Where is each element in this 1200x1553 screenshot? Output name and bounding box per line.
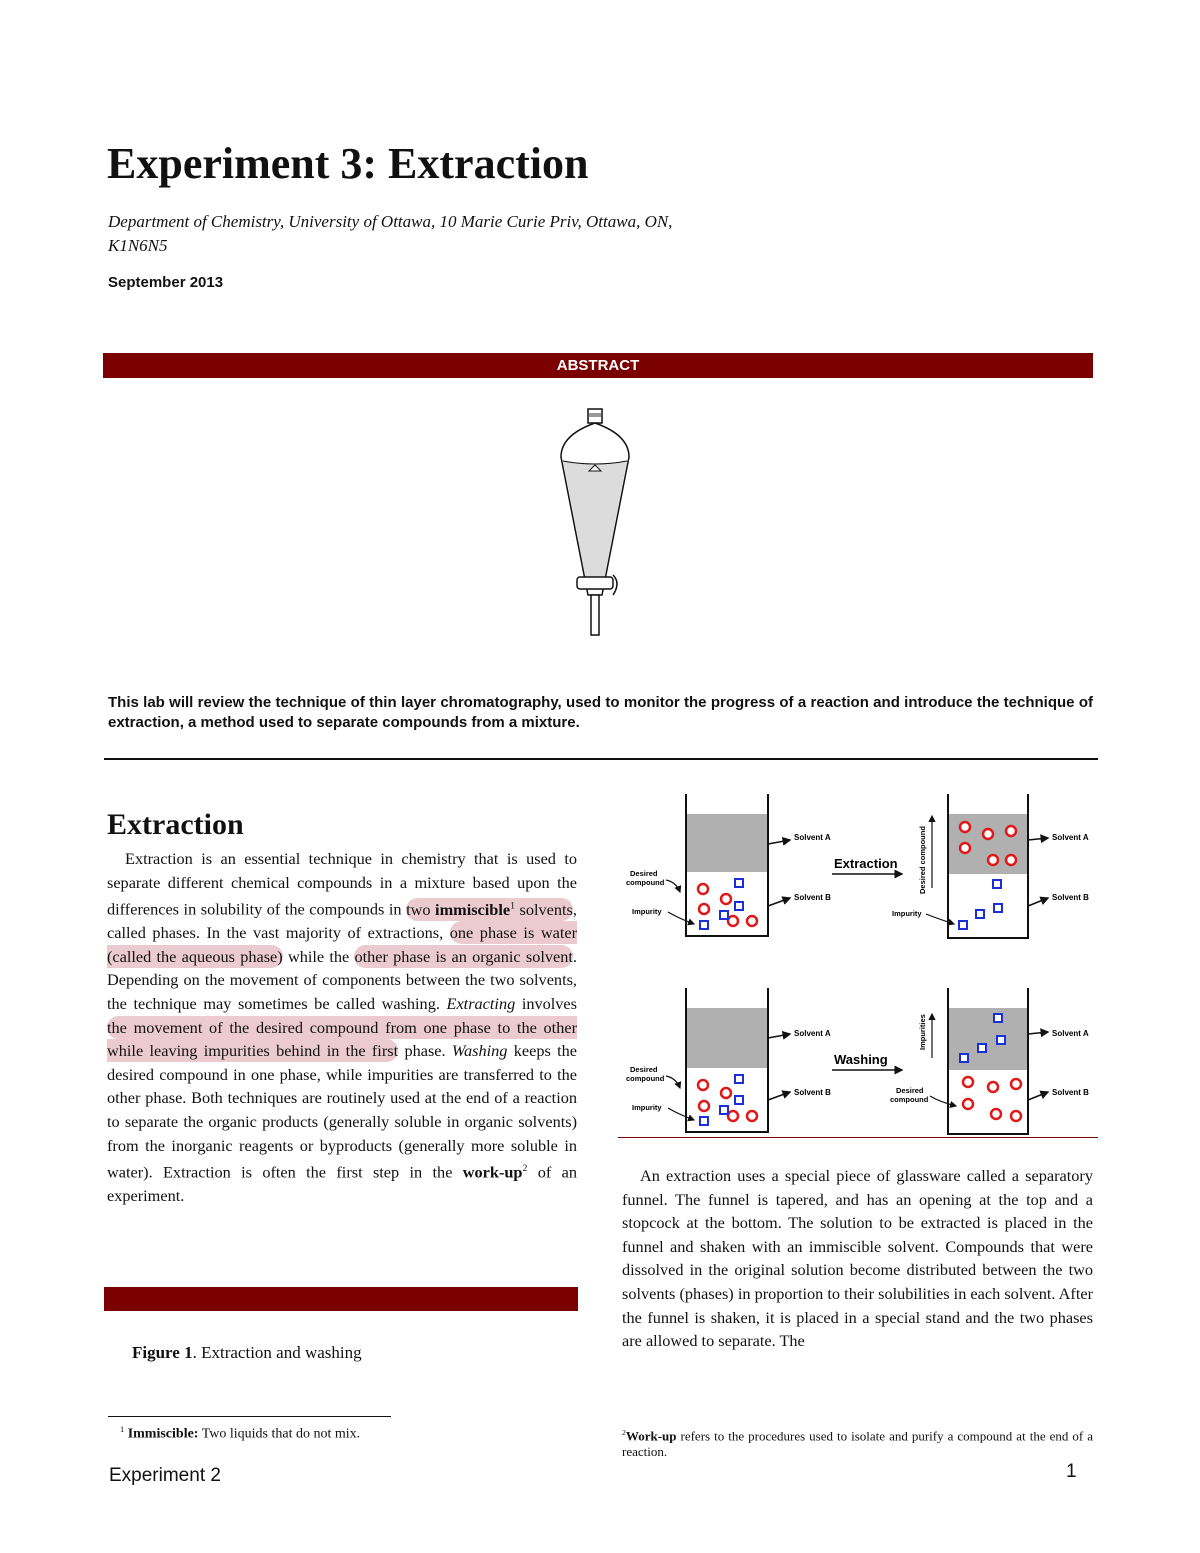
figure-divider-bar — [104, 1287, 578, 1311]
svg-text:Impurity: Impurity — [632, 1103, 662, 1112]
label-solvent-a: Solvent A — [794, 833, 831, 842]
footnote-1 — [120, 1425, 360, 1443]
footnote-text: Two liquids that do not mix. — [198, 1426, 361, 1442]
extraction-washing-diagram — [618, 788, 1098, 1138]
svg-text:compound: compound — [626, 878, 665, 887]
footnote-rule — [108, 1416, 391, 1417]
highlight-aqueous-phase: one phase is water (called the aqueous phase) — [107, 923, 578, 966]
text-span: solvents — [515, 899, 573, 919]
italic-term-washing: Washing — [451, 1041, 508, 1061]
highlight-extracting-definition: the movement of the desired compound from one phase to the other while leaving impurities behind in the first — [107, 1017, 577, 1061]
footnote-number: 2 — [622, 1428, 626, 1437]
svg-text:Desired: Desired — [896, 1086, 924, 1095]
footnote-number: 1 — [120, 1425, 125, 1434]
affiliation — [108, 210, 808, 258]
abstract-heading: ABSTRACT — [103, 353, 1093, 378]
section-heading: Extraction — [107, 808, 244, 841]
solvent-a-layer — [686, 814, 768, 872]
figure-label: Figure 1 — [132, 1343, 193, 1362]
svg-text:Impurity: Impurity — [632, 907, 662, 916]
abstract-text: This lab will review the technique of thin layer chromatography, used to monitor the progress of a reaction and introduce the technique of extraction, a method used to separate compounds from a mixture. — [108, 694, 1093, 731]
svg-text:Solvent A: Solvent A — [1052, 833, 1089, 842]
label-washing: Washing — [834, 1052, 888, 1067]
text-span: , called phases. In the vast majority of extractions, — [107, 899, 577, 943]
svg-text:Desired: Desired — [630, 869, 658, 878]
svg-text:Solvent B: Solvent B — [1052, 1088, 1089, 1097]
page-title: Experiment 3: Extraction — [107, 139, 589, 188]
section-divider — [104, 758, 1098, 760]
extraction-paragraph — [107, 847, 577, 1208]
figure-caption — [132, 1343, 362, 1363]
italic-term-extracting: Extracting — [446, 993, 516, 1013]
label-extraction: Extraction — [834, 856, 898, 871]
text-span: while the — [282, 946, 355, 966]
affiliation-line-1: Department of Chemistry, University of Ottawa, 10 Marie Curie Priv, Ottawa, ON, — [108, 212, 673, 231]
svg-text:Desired: Desired — [630, 1065, 658, 1074]
svg-text:Impurities: Impurities — [918, 1014, 927, 1050]
affiliation-line-2: K1N6N5 — [108, 236, 168, 255]
svg-text:compound: compound — [890, 1095, 929, 1104]
label-solvent-b: Solvent B — [794, 893, 831, 902]
text-span: Extraction is an essential technique in chemistry that is used to separate different chemical compounds in a mixture based upon the differences in solubility of the compounds in — [107, 849, 577, 919]
svg-text:Desired compound: Desired compound — [918, 826, 927, 894]
footnote-text: refers to the procedures used to isolate and purify a compound at the end of a reaction. — [622, 1428, 1093, 1460]
text-span: phase. — [398, 1041, 452, 1061]
separatory-funnel-illustration — [555, 405, 635, 640]
footnote-2 — [622, 1425, 1093, 1460]
footnote-ref-2[interactable]: 2 — [522, 1163, 528, 1175]
date: September 2013 — [108, 274, 224, 291]
text-span: involves — [515, 993, 577, 1013]
text-span: of an experiment. — [107, 1162, 577, 1206]
svg-text:compound: compound — [626, 1074, 665, 1083]
page-number: 1 — [1066, 1461, 1077, 1482]
bold-term-immiscible: immiscible — [435, 899, 511, 919]
svg-text:Solvent A: Solvent A — [1052, 1029, 1089, 1038]
figure-caption-text: . Extraction and washing — [192, 1343, 362, 1362]
highlight-immiscible — [406, 898, 573, 921]
bold-term-workup: work-up — [462, 1162, 523, 1182]
text-span: . Depending on the movement of components between the two solvents, the technique may sometimes be called washing. — [107, 946, 577, 1013]
footnote-term: Immiscible: — [127, 1426, 199, 1442]
svg-text:Impurity: Impurity — [892, 909, 922, 918]
highlight-organic-phase: other phase is an organic solvent — [354, 946, 573, 966]
footnote-ref-1[interactable]: 1 — [510, 900, 515, 912]
paragraph-text: An extraction uses a special piece of glassware called a separatory funnel. The funnel is tapered, and has an opening at the top and a stopcock at the bottom. The solution to be extracted is placed in the funnel and shaken with an immiscible solvent. Compounds that were dissolved in the original solution become distributed between the two solvents (phases) in proportion to their solubilities in each solvent. After the funnel is shaken, it is placed in a special stand and the two phases are allowed to separate. The — [622, 1166, 1093, 1351]
text-span: two — [406, 899, 436, 919]
svg-text:Solvent B: Solvent B — [794, 1088, 831, 1097]
separatory-funnel-paragraph — [622, 1164, 1093, 1353]
svg-text:Solvent B: Solvent B — [1052, 893, 1089, 902]
footer-label: Experiment 2 — [109, 1465, 221, 1486]
footnote-term: Work-up — [625, 1428, 677, 1444]
text-span: keeps the desired compound in one phase, while impurities are transferred to the other phase. Both techniques are routinely used at the end of a reaction to separate the organic products (generally soluble in organic solvents) from the inorganic reagents or byproducts (generally more soluble in water). Extraction is often the first step in the — [107, 1041, 578, 1182]
svg-text:Solvent A: Solvent A — [794, 1029, 831, 1038]
